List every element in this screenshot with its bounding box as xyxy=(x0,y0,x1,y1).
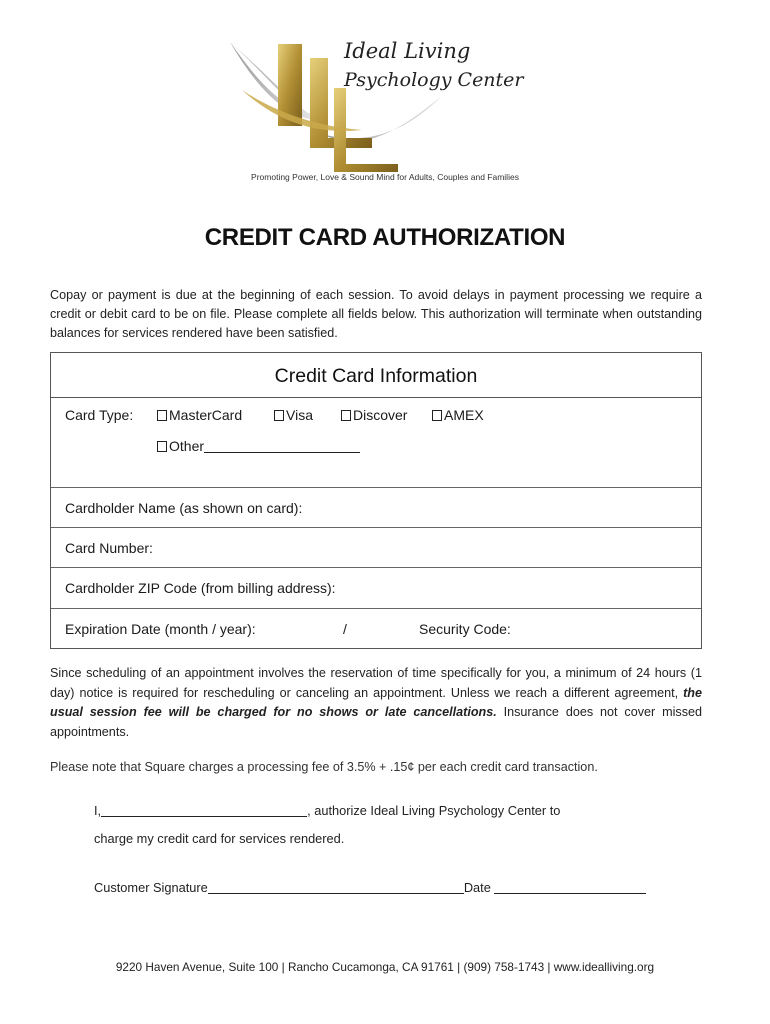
signature-blank-line[interactable] xyxy=(208,881,464,894)
expiration-label: Expiration Date (month / year): xyxy=(65,621,256,637)
cancellation-policy: Since scheduling of an appointment involves the reservation of time specifically for you, a minimum of 24 hours (1 day) notice is required for rescheduling or canceling an appointment. Unless we reach a different agreement, the usual session fee will be charged for no shows or late cancellations. Insurance does not cover missed appointments. xyxy=(50,666,702,739)
policy-emphasis: the usual session fee will be charged for no shows or late cancellations. xyxy=(50,685,702,719)
option-visa[interactable]: Visa xyxy=(274,407,313,423)
checkbox-icon[interactable] xyxy=(341,410,351,421)
page-title: CREDIT CARD AUTHORIZATION xyxy=(204,224,566,251)
name-blank-line[interactable] xyxy=(101,804,307,817)
date-blank-line[interactable] xyxy=(494,881,646,894)
option-discover[interactable]: Discover xyxy=(341,407,407,423)
credit-card-form xyxy=(50,352,702,649)
authorization-line-2: charge my credit card for services rendered. xyxy=(94,831,345,846)
checkbox-icon[interactable] xyxy=(157,441,167,452)
checkbox-icon[interactable] xyxy=(432,410,442,421)
processing-fee-note: Please note that Square charges a processing fee of 3.5% + .15¢ per each credit card transaction. xyxy=(50,760,598,774)
option-other[interactable]: Other xyxy=(157,438,360,454)
tagline: Promoting Power, Love & Sound Mind for Adults, Couples and Families xyxy=(251,172,519,182)
card-number-field[interactable]: Card Number: xyxy=(51,527,701,567)
logo-text-line2: Psychology Center xyxy=(344,69,524,91)
footer-contact: 9220 Haven Avenue, Suite 100 | Rancho Cucamonga, CA 91761 | (909) 758-1743 | www.idealliving.org xyxy=(115,960,655,974)
company-logo xyxy=(222,30,552,190)
option-amex[interactable]: AMEX xyxy=(432,407,484,423)
option-mastercard[interactable]: MasterCard xyxy=(157,407,242,423)
zip-code-field[interactable]: Cardholder ZIP Code (from billing address): xyxy=(51,567,701,607)
signature-line: Customer Signature Date xyxy=(94,880,646,895)
other-blank-line[interactable] xyxy=(204,440,360,453)
authorization-line: I, , authorize Ideal Living Psychology Center to xyxy=(94,803,561,818)
checkbox-icon[interactable] xyxy=(157,410,167,421)
form-heading: Credit Card Information xyxy=(51,353,701,398)
security-code-label: Security Code: xyxy=(419,621,511,637)
logo-text-line1: Ideal Living xyxy=(344,39,471,63)
card-type-label: Card Type: xyxy=(65,407,134,423)
intro-paragraph: Copay or payment is due at the beginning of each session. To avoid delays in payment processing we require a credit or debit card to be on file. Please complete all fields below. This authorization will terminate when outstanding balances for services rendered have been satisfied. xyxy=(50,288,702,340)
expiration-row[interactable] xyxy=(51,608,701,648)
checkbox-icon[interactable] xyxy=(274,410,284,421)
cardholder-name-field[interactable]: Cardholder Name (as shown on card): xyxy=(51,487,701,527)
expiration-separator: / xyxy=(343,621,347,637)
